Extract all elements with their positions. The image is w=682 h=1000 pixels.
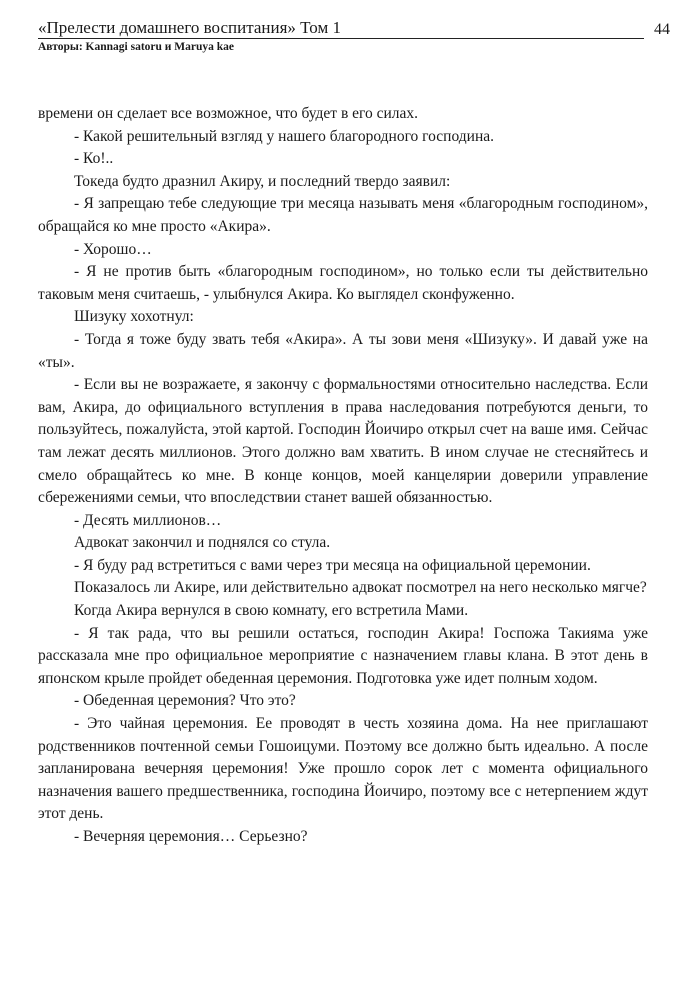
paragraph: Токеда будто дразнил Акиру, и последний твердо заявил: [74, 172, 451, 190]
paragraph: Шизуку хохотнул: [74, 308, 194, 326]
book-title: «Прелести домашнего воспитания» Том 1 [38, 18, 341, 37]
paragraph: времени он сделает все возможное, что будет в его силах. [38, 105, 419, 122]
paragraph: - Я не против быть «благородным господином», но только если ты действительно таковым меня считаешь, - улыбнулся Акира. Ко выглядел сконфуженно. [38, 263, 648, 303]
paragraph: Адвокат закончил и поднялся со стула. [74, 534, 331, 552]
paragraph: - Обеденная церемония? Что это? [74, 692, 296, 710]
paragraph: Показалось ли Акире, или действительно адвокат посмотрел на него несколько мягче? [74, 579, 647, 597]
header-divider [38, 38, 644, 39]
page-number: 44 [654, 21, 670, 38]
paragraph: - Я запрещаю тебе следующие три месяца называть меня «благородным господином», обращайся ко мне просто «Акира». [38, 195, 648, 235]
paragraph: - Ко!.. [74, 150, 114, 168]
authors-line: Авторы: Kannagi satoru и Maruya kae [38, 41, 235, 53]
paragraph: Когда Акира вернулся в свою комнату, его встретила Мами. [74, 602, 469, 620]
page-header [38, 18, 670, 53]
paragraph: - Если вы не возражаете, я закончу с формальностями относительно наследства. Если вам, Акира, до официального вступления в права наследования потребуются деньги, то пользуйтесь, пожалуйста, этой картой. Господин Йоичиро открыл счет на ваше имя. Сейчас там лежат десять миллионов. Этого должно вам хватить. В ином случае не стесняйтесь и смело обращайтесь ко мне. В конце концов, моей канцелярии доверили управление сбережениями семьи, что впоследствии станет вашей обязанностью. [38, 376, 648, 507]
body-text [38, 103, 648, 849]
paragraph: - Хорошо… [74, 240, 152, 258]
paragraph: - Тогда я тоже буду звать тебя «Акира». А ты зови меня «Шизуку». И давай уже на «ты». [38, 330, 648, 371]
paragraph: - Я буду рад встретиться с вами через три месяца на официальной церемонии. [74, 556, 591, 574]
paragraph: - Я так рада, что вы решили остаться, господин Акира! Госпожа Такияма уже рассказала мне про официальное мероприятие с назначением главы клана. В этот день в японском крыле пройдет обеденная церемония. Подготовка уже идет полным ходом. [38, 624, 648, 687]
paragraph: - Десять миллионов… [74, 511, 222, 529]
paragraph: - Это чайная церемония. Ее проводят в честь хозяина дома. На нее приглашают родственников почтенной семьи Гошоицуми. Поэтому все должно быть идеально. А после запланирована вечерняя церемония! Уже прошло сорок лет с момента официального назначения вашего предшественника, господина Йоичиро, поэтому все с нетерпением ждут этот день. [38, 715, 648, 823]
header-top-row [38, 18, 670, 40]
paragraph: - Какой решительный взгляд у нашего благородного господина. [74, 127, 494, 145]
paragraph: - Вечерняя церемония… Серьезно? [74, 828, 308, 845]
